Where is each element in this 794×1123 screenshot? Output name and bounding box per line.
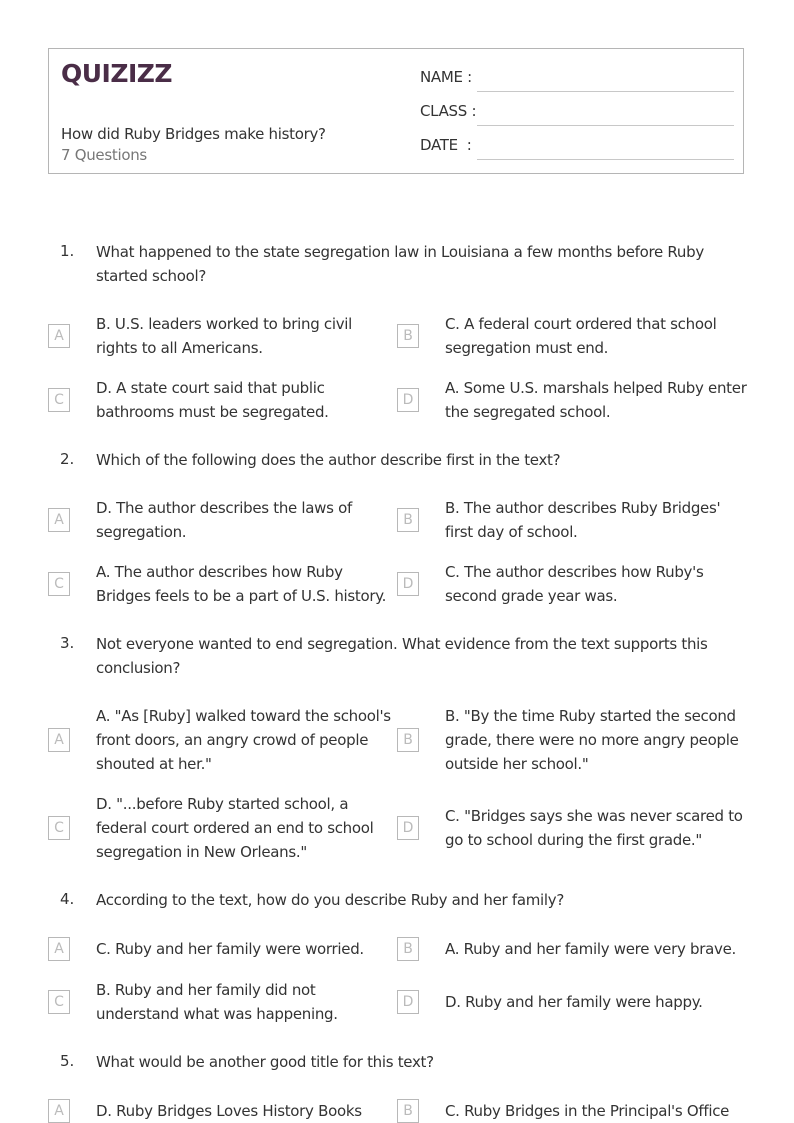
option-text: A. Some U.S. marshals helped Ruby enter the segregated school. — [445, 379, 747, 421]
option-text: C. A federal court ordered that school segregation must end. — [445, 315, 717, 357]
worksheet-header — [48, 48, 744, 174]
option-letter-box[interactable]: A — [48, 508, 70, 532]
option-text: A. The author describes how Ruby Bridges feels to be a part of U.S. history. — [96, 563, 387, 605]
option-text: C. Ruby and her family were worried. — [96, 940, 364, 958]
question-text: Not everyone wanted to end segregation. What evidence from the text supports this conclusion? — [96, 635, 708, 677]
date-field[interactable] — [420, 136, 734, 160]
question-number: 2. — [60, 450, 75, 468]
question-text: What would be another good title for this text? — [96, 1053, 434, 1071]
option-letter-box[interactable]: A — [48, 728, 70, 752]
name-line[interactable] — [477, 91, 734, 92]
option-letter-box[interactable]: D — [397, 816, 419, 840]
option-text: B. "By the time Ruby started the second grade, there were no more angry people outside her school." — [445, 707, 739, 773]
class-line[interactable] — [477, 125, 734, 126]
name-field[interactable] — [420, 68, 734, 92]
option-letter-box[interactable]: B — [397, 728, 419, 752]
question-number: 3. — [60, 634, 75, 652]
option-letter-box[interactable]: B — [397, 508, 419, 532]
question-text: According to the text, how do you describe Ruby and her family? — [96, 891, 565, 909]
question-number: 1. — [60, 242, 75, 260]
option-text: A. "As [Ruby] walked toward the school's front doors, an angry crowd of people shouted at her." — [96, 707, 391, 773]
option-text: A. Ruby and her family were very brave. — [445, 940, 736, 958]
question-text: Which of the following does the author describe first in the text? — [96, 451, 561, 469]
name-label: NAME : — [420, 68, 472, 86]
class-label: CLASS : — [420, 102, 477, 120]
option-letter-box[interactable]: D — [397, 990, 419, 1014]
question-text: What happened to the state segregation law in Louisiana a few months before Ruby started school? — [96, 243, 704, 285]
option-letter-box[interactable]: D — [397, 388, 419, 412]
option-text: D. A state court said that public bathrooms must be segregated. — [96, 379, 329, 421]
option-letter-box[interactable]: A — [48, 324, 70, 348]
option-letter-box[interactable]: A — [48, 1099, 70, 1123]
option-letter-box[interactable]: D — [397, 572, 419, 596]
quizizz-logo: QUIZIZZ — [61, 59, 173, 88]
date-label: DATE : — [420, 136, 472, 154]
question-count: 7 Questions — [61, 146, 147, 164]
option-letter-box[interactable]: A — [48, 937, 70, 961]
option-text: B. The author describes Ruby Bridges' first day of school. — [445, 499, 721, 541]
option-text: C. "Bridges says she was never scared to go to school during the first grade." — [445, 807, 743, 849]
option-text: B. Ruby and her family did not understand what was happening. — [96, 981, 338, 1023]
option-letter-box[interactable]: B — [397, 1099, 419, 1123]
worksheet-title: How did Ruby Bridges make history? — [61, 125, 326, 143]
option-letter-box[interactable]: C — [48, 388, 70, 412]
date-line[interactable] — [477, 159, 734, 160]
option-letter-box[interactable]: B — [397, 324, 419, 348]
option-text: D. Ruby and her family were happy. — [445, 993, 703, 1011]
question-number: 5. — [60, 1052, 75, 1070]
option-text: B. U.S. leaders worked to bring civil rights to all Americans. — [96, 315, 353, 357]
option-letter-box[interactable]: C — [48, 816, 70, 840]
option-text: D. Ruby Bridges Loves History Books — [96, 1102, 362, 1120]
question-number: 4. — [60, 890, 75, 908]
option-letter-box[interactable]: C — [48, 572, 70, 596]
option-text: D. The author describes the laws of segregation. — [96, 499, 352, 541]
option-text: C. Ruby Bridges in the Principal's Office — [445, 1102, 730, 1120]
class-field[interactable] — [420, 102, 734, 126]
option-letter-box[interactable]: C — [48, 990, 70, 1014]
option-text: C. The author describes how Ruby's second grade year was. — [445, 563, 704, 605]
option-letter-box[interactable]: B — [397, 937, 419, 961]
option-text: D. "...before Ruby started school, a federal court ordered an end to school segregation in New Orleans." — [96, 795, 374, 861]
